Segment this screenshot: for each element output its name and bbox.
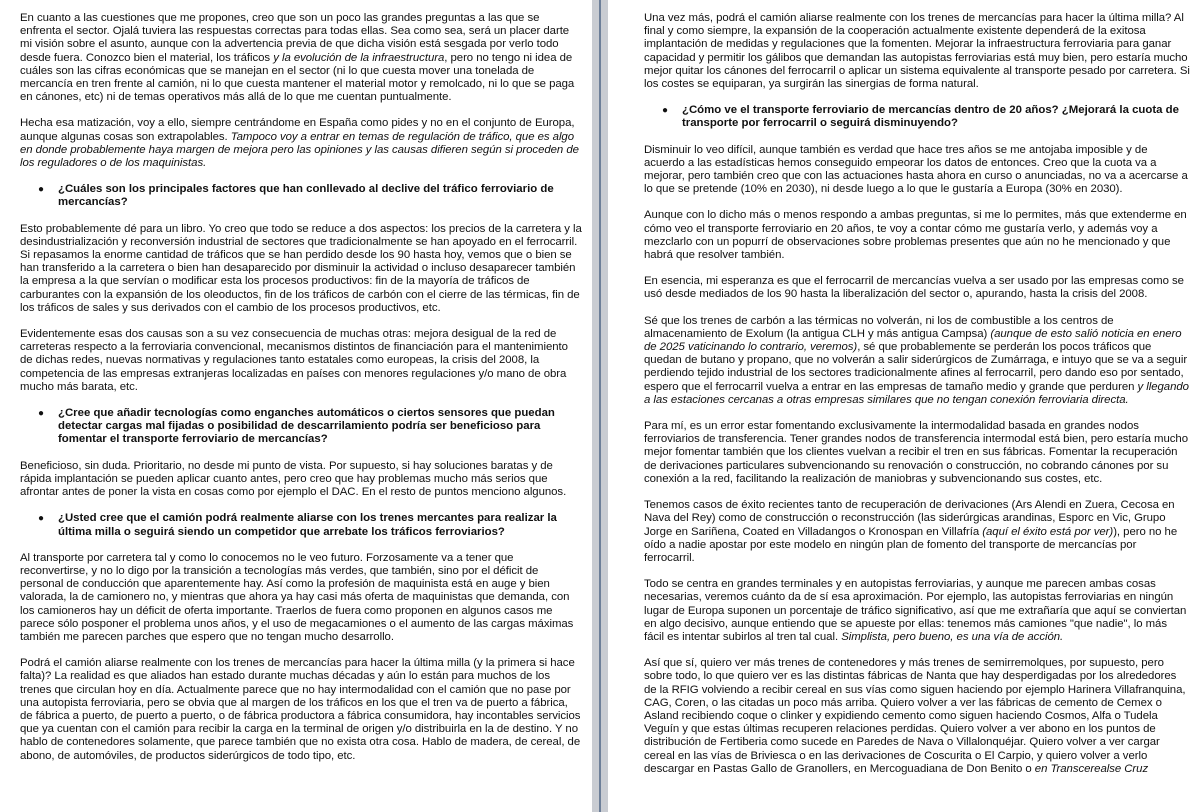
text-run: En esencia, mi esperanza es que el ferrocarril de mercancías vuelva a ser usado por las empresas como se usó desde mediados de los 90 hasta la liberalización del sector o, apurando, hasta la crisis del 2008. — [644, 275, 1184, 301]
question-item — [662, 104, 1190, 130]
question-text: ¿Cómo ve el transporte ferroviario de mercancías dentro de 20 años? ¿Mejorará la cuota de transporte por ferrocarril o seguirá disminuyendo? — [682, 104, 1179, 130]
text-run: Beneficioso, sin duda. Prioritario, no desde mi punto de vista. Por supuesto, si hay soluciones baratas y de rápida implantación se pueden aplicar cuanto antes, pero creo que hay problemas mucho más serios que afrontar antes de poner la vista en cosas como por ejemplo el DAC. En el resto de puntos menciono algunos. — [20, 459, 567, 499]
question-text: ¿Cuáles son los principales factores que han conllevado al declive del tráfico ferroviario de mercancías? — [58, 183, 554, 209]
text-run: , pero no tengo ni idea de cuáles son las cifras económicas que se manejan en el sector (ni lo que cuesta mover una tonelada de mercancía en tren frente al camión, ni lo que cuesta mantener el material motor y remolcado, ni lo que se paga en cánones, etc) ni de temas operativos más allá de lo que me cuentan puntualmente. — [20, 51, 575, 104]
question-text: ¿Usted cree que el camión podrá realmente aliarse con los trenes mercantes para realizar la última milla o seguirá siendo un competidor que arrebate los tráficos ferroviarios? — [58, 512, 557, 538]
paragraph — [644, 578, 1190, 644]
paragraph — [644, 315, 1190, 407]
left-page — [0, 0, 592, 812]
text-run: ), pero no he oído a nadie apostar por este modelo en ningún plan de fomento del transporte de mercancías por ferrocarril. — [644, 525, 1178, 564]
paragraph — [644, 275, 1190, 301]
italic-text: en Transcerealse Cruz — [1034, 762, 1149, 775]
italic-text: Tampoco voy a entrar en temas de regulación de tráfico, que es algo en donde probablemente haya margen de mejora pero las opiniones y las causas difieren según si proceden de los reguladores o de los maquinistas. — [20, 130, 579, 170]
paragraph — [20, 460, 582, 500]
text-run: En cuanto a las cuestiones que me propones, creo que son un poco las grandes preguntas a las que se enfrenta el sector. Ojalá tuviera las respuestas correctas para todas ellas. Sea como sea, será un placer darte mi visión sobre el asunto, aunque con la advertencia previa de que dicha visión está sesgada por verlo todo desde fuera. Conozco bien el material, los tráficos — [20, 12, 570, 64]
text-run: Así que sí, quiero ver más trenes de contenedores y más trenes de semirremolques, por supuesto, pero sobre todo, lo que quiero ver es las distintas fábricas de Nanta que hay desperdigadas por los alrededores de la RFIG volviendo a recibir cereal en sus vías como siguen haciendo por ejemplo Harinera Villafranquina, CAG, Coren, o las citadas un poco más arriba. Quiero volver a ver las fábricas de cemento de Cemex o Asland recibiendo coque o clinker y expidiendo cemento como siguen haciendo Cosmos, Alfa o Tudela Veguín y que estas últimas recuperen relaciones perdidas. Quiero volver a ver abono en los puntos de distribución de Fertiberia como sucede en Paredes de Nava o Villalonquéjar. Quiero volver a ver cargar cereal en las vías de Briviesca o en las derivaciones de Coscurita o El Carpio, y quiero volver a verlo descargar en Pastas Gallo de Granollers, en Mercoguadiana de Don Benito o — [644, 657, 1186, 775]
bullet-icon: ● — [38, 184, 45, 196]
italic-text: y la evolución de la infraestructura — [273, 51, 445, 64]
paragraph — [644, 420, 1190, 486]
page-divider — [592, 0, 608, 812]
paragraph — [20, 223, 582, 315]
paragraph — [644, 657, 1190, 776]
text-run: Aunque con lo dicho más o menos respondo a ambas preguntas, si me lo permites, más que extenderme en cómo veo el transporte ferroviario en 20 años, te voy a contar cómo me gustaría verlo, y además voy a mezclarlo con un popurrí de observaciones sobre problemas presentes que aún no he mencionado y que habrá que resolver también. — [644, 209, 1187, 262]
text-run: Para mí, es un error estar fomentando exclusivamente la intermodalidad basada en grandes nodos ferroviarios de transferencia. Tener grandes nodos de transferencia intermodal está bien, pero estaría mucho mejor fomentar también que los clientes vuelvan a recibir el tren en sus fábricas. Fomentar la recuperación de derivaciones particulares subvencionando su renovación o construcción, no cobrando cánones por su conexión a la red, facilitando la realización de maniobras y subvencionando sus costes, etc. — [644, 420, 1188, 485]
italic-text: Simplista, pero bueno, es una vía de acción. — [841, 630, 1064, 643]
paragraph — [20, 552, 582, 644]
text-run: Una vez más, podrá el camión aliarse realmente con los trenes de mercancías para hacer la última milla? Al final y como siempre, la expansión de la cooperación actualmente existente dependerá de la exitosa implantación de medidas y regulaciones que la fomenten. Mejorar la infraestructura ferroviaria para ganar capacidad y permitir los gálibos que demandan las autopistas ferroviarias está muy bien, pero estaría mucho mejor quitar los cánones del ferrocarril o aplicar un sistema equivalente al transporte pesado por carretera. Si los costes se equiparan, ya surgirán las sinergias de forma natural. — [644, 12, 1190, 91]
text-run: , sé que probablemente se perderán los pocos tráficos que quedan de butano y propano, que no volverán a salir siderúrgicos de Zumárraga, e intuyo que se va a seguir perdiendo tejido industrial de los sectores tradicionalmente afines al ferrocarril, pero dando eso por sentado, espero que el ferrocarril vuelva a entrar en las empresas de tamaño medio y grande que perduren — [644, 341, 1188, 393]
text-run: Al transporte por carretera tal y como lo conocemos no le veo futuro. Forzosamente va a tener que reconvertirse, y no lo digo por la transición a tecnologías más verdes, que también, sino por el déficit de personal de conducción que aparentemente hay. Así como la profesión de maquinista está en auge y bien valorada, la de camionero no, y mientras que ahora ya hay casi más oferta de maquinistas que demanda, con los camioneros hay un déficit de oferta importante. Traerlos de fuera como proponen en algunos casos me parece sólo posponer el problema unos años, y el uso de megacamiones o el aumento de las cargas máximas también me parecen parches que espero que no tengan mucho desarrollo. — [20, 551, 574, 643]
question-text: ¿Cree que añadir tecnologías como enganches automáticos o ciertos sensores que puedan detectar cargas mal fijadas o posibilidad de descarrilamiento podría ser beneficioso para fomentar el transporte ferroviario de mercancías? — [58, 407, 555, 446]
bullet-icon: ● — [662, 105, 669, 117]
text-run: Esto probablemente dé para un libro. Yo creo que todo se reduce a dos aspectos: los precios de la carretera y la desindustrialización y reconversión industrial de sectores que tradicionalmente se han apoyado en el ferrocarril. Si repasamos la enorme cantidad de tráficos que se han perdido desde los 90 hasta hoy, vemos que o bien se han transferido a la carretera o bien han desaparecido por disminuir la actividad o incluso desaparecer también la empresa a la que servían o modificar esta los procesos productivos: fin de la mayoría de tráficos de carburantes con la expansión de los oleoductos, fin de los tráficos de carbón con el cierre de las térmicas, fin de los tráficos de sales y sus derivados con el cambio de los procesos productivos, etc. — [20, 222, 582, 314]
text-run: Tenemos casos de éxito recientes tanto de recuperación de derivaciones (Ars Alendi en Zuera, Cecosa en Nava del Rey) como de construcción o reconstrucción (las siderúrgicas arandinas, Esporc en Vic, Grupo Jorge en Sariñena, Coated en Villadangos o Kronospan en Villafría — [644, 499, 1175, 538]
italic-text: y llegando a las estaciones cercanas a otras empresas similares que no tengan conexión ferroviaria directa. — [644, 380, 1189, 406]
question-item — [38, 512, 582, 538]
text-run: Todo se centra en grandes terminales y en autopistas ferroviarias, y aunque me parecen ambas cosas necesarias, veremos cuánto da de sí esa aproximación. Por ejemplo, las autopistas ferroviarias en ningún lugar de Europa suponen un porcentaje de tráfico significativo, así que me extrañaría que aquí se conviertan en algo decisivo, aunque entiendo que se apueste por ellas: tenemos más camiones "que nadie", lo más fácil es intentar subirlos al tren tal cual. — [644, 578, 1187, 643]
paragraph — [644, 12, 1190, 91]
paragraph — [20, 657, 582, 763]
text-run: Podrá el camión aliarse realmente con los trenes de mercancías para hacer la última milla (y la primera si hace falta)? La realidad es que aliados han estado durante muchas décadas y aún lo están para muchos de los trenes que circulan hoy en día. Actualmente parece que no hay intermodalidad con el camión que no pase por una autopista ferroviaria, pero se obvia que al margen de los tráficos en los que el tren va de puerto a fábrica, de fábrica a puerto, de puerto a puerto, o de fábrica productora a fábrica consumidora, hay incontables servicios que ya cuentan con el camión para recibir la carga en la terminal de origen y/o distribuirla en la de destino. Y no hablo de contenedores solamente, que parece también que no exista otra cosa. Hablo de madera, de cereal, de abono, de automóviles, de productos siderúrgicos de todo tipo, etc. — [20, 657, 581, 762]
paragraph — [644, 499, 1190, 565]
paragraph — [20, 12, 582, 104]
italic-text: (aquí el éxito está por ver) — [982, 525, 1114, 538]
paragraph — [644, 209, 1190, 262]
right-page — [608, 0, 1200, 812]
text-run: Evidentemente esas dos causas son a su vez consecuencia de muchas otras: mejora desigual de la red de carreteras respecto a la ferroviaria convencional, mecanismos distintos de financiación para el mantenimiento de dichas redes, nuevas normativas y regulaciones tanto estatales como europeas, la crisis del 2008, la competencia de las empresas extranjeras localizadas en países con menores regulaciones y/o mano de obra mucho más barata, etc. — [20, 328, 568, 393]
italic-text: (aunque de esto salió noticia en enero de 2025 vaticinando lo contrario, veremos) — [644, 327, 1182, 354]
paragraph — [644, 144, 1190, 197]
divider-line — [599, 0, 601, 812]
bullet-icon: ● — [38, 408, 45, 420]
question-item — [38, 183, 582, 209]
bullet-icon: ● — [38, 513, 45, 525]
question-item — [38, 407, 582, 447]
paragraph — [20, 117, 582, 170]
text-run: Sé que los trenes de carbón a las térmicas no volverán, ni los de combustible a los centros de almacenamiento de Exolum (la antigua CLH y más antigua Campsa) — [644, 314, 1114, 340]
text-run: Disminuir lo veo difícil, aunque también es verdad que hace tres años se me antojaba imposible y de acuerdo a las estadísticas hemos conseguido empeorar los datos de entonces. Creo que la cuota va a mejorar, pero también creo que con las actuaciones hasta ahora en curso o anunciadas, no va a acercarse a lo que se pretende (10% en 2030), ni desde luego a lo que le gustaría a Europa (30% en 2030). — [644, 143, 1188, 196]
text-run: Hecha esa matización, voy a ello, siempre centrándome en España como pides y no en el conjunto de Europa, aunque algunas cosas son extrapolables. — [20, 117, 575, 143]
paragraph — [20, 328, 582, 394]
